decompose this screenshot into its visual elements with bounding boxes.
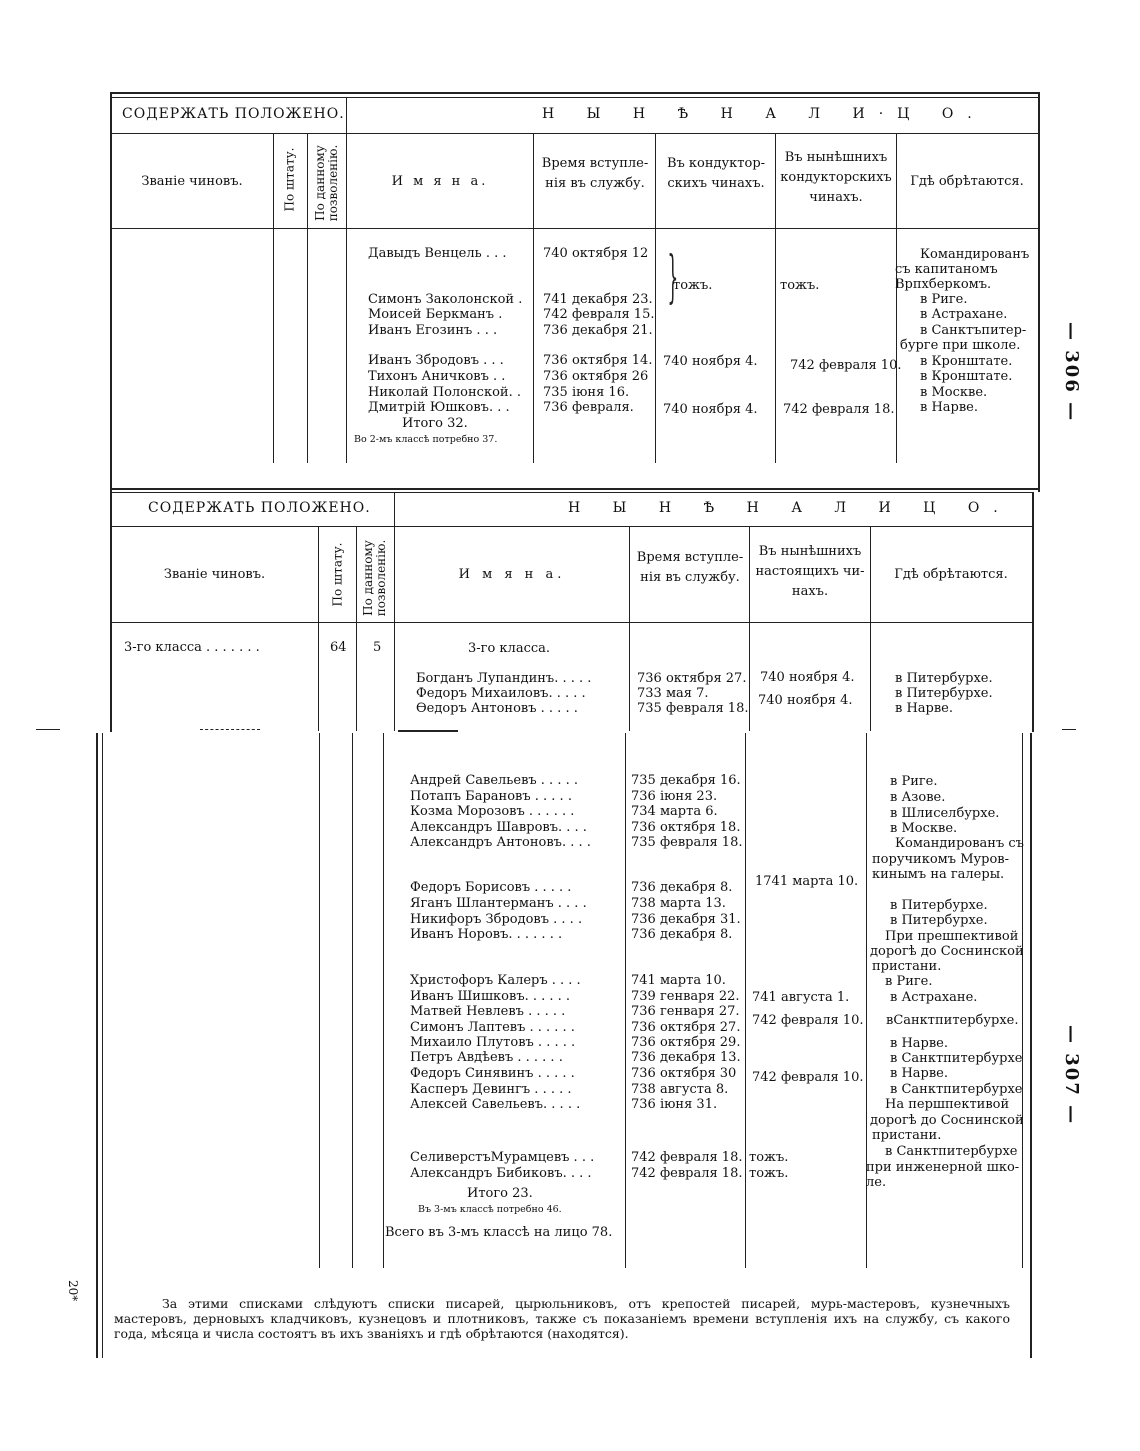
page-number-306: — 306 — (1061, 322, 1082, 423)
footnote: За этими списками слѣдуютъ списки писарей, цырюльниковъ, отъ крепостей писарей, мурь-мастеровъ, кузнечныхъ мастеровъ, дерновыхъ кладчиковъ, кузнецовъ и плотниковъ, также съ показаніемъ времени вступленія ихъ на службу, съ какого года, мѣсяца и числа состоятъ въ ихъ званіяхъ и гдѣ обрѣтаются (находятся). (114, 1296, 1010, 1341)
t1-col-entry: Время вступле-нія въ службу. (541, 156, 649, 191)
table-cell: 736 октября 27. (637, 671, 747, 686)
table-cell: При прешпективой (885, 929, 1019, 944)
table-cell: 735 февраля 18. (631, 835, 743, 850)
t2-total: Итого 23. (467, 1186, 533, 1201)
table-cell: 738 августа 8. (631, 1082, 729, 1097)
table-row: Козма Морозовъ . . . . . . (410, 804, 575, 819)
table-row: Иванъ Шишковъ. . . . . . (410, 989, 571, 1004)
table-cell: вСанктпитербурхе. (886, 1013, 1019, 1028)
table-cell: 736 октября 18. (631, 820, 741, 835)
table-row: Иванъ Егозинъ . . . (368, 323, 498, 338)
table-cell: 738 марта 13. (631, 896, 726, 911)
t1-needed: Во 2-мъ классѣ потребно 37. (354, 434, 498, 445)
t2-col-allowed: По данному позволенію. (361, 539, 388, 617)
table-cell: в Нарве. (890, 1066, 949, 1081)
table-row: Тихонъ Аничковъ . . (368, 369, 506, 384)
table-cell: в Шлиселбурхе. (890, 806, 1000, 821)
table-cell: 735 февраля 18. (637, 701, 749, 716)
table-row: Христофоръ Калеръ . . . . (410, 973, 581, 988)
table-cell: 736 іюня 23. (631, 789, 718, 804)
page-number-307: — 307 — (1061, 1025, 1082, 1126)
table-cell: Врпхберкомъ. (895, 277, 992, 292)
table-cell: в Нарве. (895, 701, 954, 716)
table-row: Дмитрій Юшковъ. . . (368, 400, 510, 415)
table-row: СеливерстъМурамцевъ . . . (410, 1150, 595, 1165)
t1-col-rank: Званіе чиновъ. (141, 174, 243, 189)
table-row: Моисей Беркманъ . (368, 307, 503, 322)
t1-col-conductor: Въ кондуктор-скихъ чинахъ. (666, 156, 766, 191)
table-cell: 734 марта 6. (631, 804, 718, 819)
table-row: Александръ Шавровъ. . . . (410, 820, 587, 835)
table-cell: в Риге. (890, 774, 938, 789)
table-cell: тожъ. (749, 1150, 789, 1165)
table-cell: 740 ноября 4. (758, 693, 853, 708)
table-cell: 742 февраля 18. (631, 1150, 743, 1165)
t2-rank: 3-го класса . . . . . . . (124, 640, 260, 655)
t2-header-left: СОДЕРЖАТЬ ПОЛОЖЕНО. (148, 500, 371, 516)
table-cell: съ капитаномъ (895, 262, 998, 277)
t2-col-staff: По штату. (330, 542, 345, 607)
table-cell: 740 ноября 4. (663, 354, 758, 369)
table-cell: 742 февраля 10. (752, 1013, 864, 1028)
table-row: Потапъ Барановъ . . . . . (410, 789, 572, 804)
t2-col-current: Въ нынѣшнихъ настоящихъ чи-нахъ. (755, 544, 865, 599)
table-cell: бурге при школе. (900, 338, 1021, 353)
t2-col-entry: Время вступле-нія въ службу. (636, 550, 744, 585)
table-cell: 742 февраля 18. (783, 402, 895, 417)
table-cell: в Москве. (890, 821, 958, 836)
t1-header-left: СОДЕРЖАТЬ ПОЛОЖЕНО. (122, 106, 345, 122)
table-cell: в Кронштате. (920, 354, 1013, 369)
table-cell: 736 декабря 13. (631, 1050, 741, 1065)
table-cell: 735 іюня 16. (543, 385, 630, 400)
table-cell: пристани. (872, 1128, 942, 1143)
table-cell: 739 генваря 22. (631, 989, 740, 1004)
table-row: Богданъ Лупандинъ. . . . . (416, 671, 592, 686)
t2-grand-total: Всего въ 3-мъ классѣ на лицо 78. (385, 1225, 613, 1240)
table-cell: 736 октября 26 (543, 369, 649, 384)
table-cell: 736 декабря 8. (631, 880, 733, 895)
t2-col-names: И м я н а. (458, 567, 566, 582)
table-row: Симонъ Заколонской . (368, 292, 523, 307)
table-cell: в Питербурхе. (890, 898, 988, 913)
t1-col-names: И м я н а. (391, 174, 489, 189)
t2-staff: 64 (330, 640, 347, 655)
table-cell: в Санктъпитер- (920, 323, 1027, 338)
t2-col-where: Гдѣ обрѣтаются. (894, 567, 1008, 582)
table-cell: ле. (866, 1175, 887, 1190)
table-cell: в Риге. (920, 292, 968, 307)
brace-icon: } (667, 245, 679, 310)
t1-col-where: Гдѣ обрѣтаются. (910, 174, 1024, 189)
table-cell: 736 октября 29. (631, 1035, 741, 1050)
table-cell: 736 октября 30 (631, 1066, 737, 1081)
table-cell: 736 генваря 27. (631, 1004, 740, 1019)
table-row: Федоръ Борисовъ . . . . . (410, 880, 572, 895)
table-cell: 740 октября 12 (543, 246, 649, 261)
table-cell: 740 ноября 4. (760, 670, 855, 685)
t2-needed: Въ 3-мъ классѣ потребно 46. (418, 1204, 562, 1215)
table-cell: 740 ноября 4. (663, 402, 758, 417)
table-row: Симонъ Лаптевъ . . . . . . (410, 1020, 575, 1035)
t2-allowed: 5 (373, 640, 382, 655)
table-row: Яганъ Шлантерманъ . . . . (410, 896, 587, 911)
t1-total: Итого 32. (402, 416, 468, 431)
table-row: Давыдъ Венцель . . . (368, 246, 507, 261)
table-cell: 735 декабря 16. (631, 773, 741, 788)
table-row: Федоръ Михаиловъ. . . . . (416, 686, 586, 701)
table-row: Матвей Невлевъ . . . . . (410, 1004, 566, 1019)
table-cell: в Санктпитербурхе (885, 1144, 1018, 1159)
table-cell: в Санктпитербурхе (890, 1082, 1023, 1097)
table-cell: 742 февраля 10. (752, 1070, 864, 1085)
table-cell: 741 марта 10. (631, 973, 726, 988)
table-cell: Командированъ (920, 247, 1030, 262)
table-row: Александръ Бибиковъ. . . . (410, 1166, 592, 1181)
table-row: Ѳедоръ Антоновъ . . . . . (416, 701, 578, 716)
table-cell: 742 февраля 15. (543, 307, 655, 322)
table-cell: 736 октября 14. (543, 353, 653, 368)
table-cell: в Риге. (885, 974, 933, 989)
table-cell: 736 іюня 31. (631, 1097, 718, 1112)
table-cell: пристани. (872, 959, 942, 974)
table-cell: 742 февраля 18. (631, 1166, 743, 1181)
table-row: Андрей Савельевъ . . . . . (410, 773, 578, 788)
table-cell: в Питербурхе. (890, 913, 988, 928)
table-cell: 742 февраля 10. (790, 358, 902, 373)
table-cell: поручикомъ Муров- (872, 852, 1010, 867)
table-cell: тожъ. (673, 278, 713, 293)
table-cell: в Кронштате. (920, 369, 1013, 384)
table-row: Александръ Антоновъ. . . . (410, 835, 591, 850)
table-cell: 733 мая 7. (637, 686, 709, 701)
table-row: Никифоръ Збродовъ . . . . (410, 912, 583, 927)
table-cell: в Питербурхе. (895, 671, 993, 686)
t1-col-allowed: По данному позволенію. (313, 144, 340, 222)
table-cell: в Азове. (890, 790, 946, 805)
t1-col-staff: По штату. (282, 147, 297, 212)
table-row: Иванъ Збродовъ . . . (368, 353, 504, 368)
table-cell: в Нарве. (920, 400, 979, 415)
table-cell: в Астрахане. (890, 990, 978, 1005)
table-cell: 736 декабря 31. (631, 912, 741, 927)
table-cell: Командированъ съ (895, 836, 1024, 851)
table-cell: 741 декабря 23. (543, 292, 653, 307)
table-cell: дорогѣ до Соснинской (870, 1113, 1024, 1128)
t2-class-label: 3-го класса. (468, 641, 551, 656)
table-cell: 736 декабря 21. (543, 323, 653, 338)
table-cell: тожъ. (749, 1166, 789, 1181)
table-cell: 736 октября 27. (631, 1020, 741, 1035)
table-row: Касперъ Девингъ . . . . . (410, 1082, 572, 1097)
table-cell: кинымъ на галеры. (872, 867, 1005, 882)
table-cell: тожъ. (780, 278, 820, 293)
table-row: Петръ Авдѣевъ . . . . . . (410, 1050, 563, 1065)
t1-header-right: Н Ы Н Ѣ Н А Л И·Ц О. (542, 106, 986, 122)
signature-mark: 20* (66, 1280, 80, 1302)
table-cell: дорогѣ до Соснинской (870, 944, 1024, 959)
table-row: Федоръ Синявинъ . . . . . (410, 1066, 575, 1081)
t2-col-rank: Званіе чиновъ. (163, 567, 266, 582)
table-cell: в Нарве. (890, 1036, 949, 1051)
table-row: Николай Полонской. . (368, 385, 521, 400)
table-row: Алексей Савельевъ. . . . . (410, 1097, 581, 1112)
table-cell: в Санктпитербурхе (890, 1051, 1023, 1066)
t1-col-current: Въ нынѣшнихъ кондукторскихъ чинахъ. (780, 150, 892, 205)
table-cell: 741 августа 1. (752, 990, 850, 1005)
table-cell: в Питербурхе. (895, 686, 993, 701)
table-cell: при инженерной шко- (866, 1160, 1020, 1175)
table-cell: 1741 марта 10. (755, 874, 859, 889)
t2-header-right: Н Ы Н Ѣ Н А Л И Ц О. (568, 500, 1012, 516)
table-row: Михаило Плутовъ . . . . . (410, 1035, 576, 1050)
table-cell: 736 февраля. (543, 400, 634, 415)
table-cell: в Астрахане. (920, 307, 1008, 322)
table-row: Иванъ Норовъ. . . . . . . (410, 927, 563, 942)
table-cell: 736 декабря 8. (631, 927, 733, 942)
table-cell: в Москве. (920, 385, 988, 400)
table-cell: На першпективой (885, 1097, 1010, 1112)
